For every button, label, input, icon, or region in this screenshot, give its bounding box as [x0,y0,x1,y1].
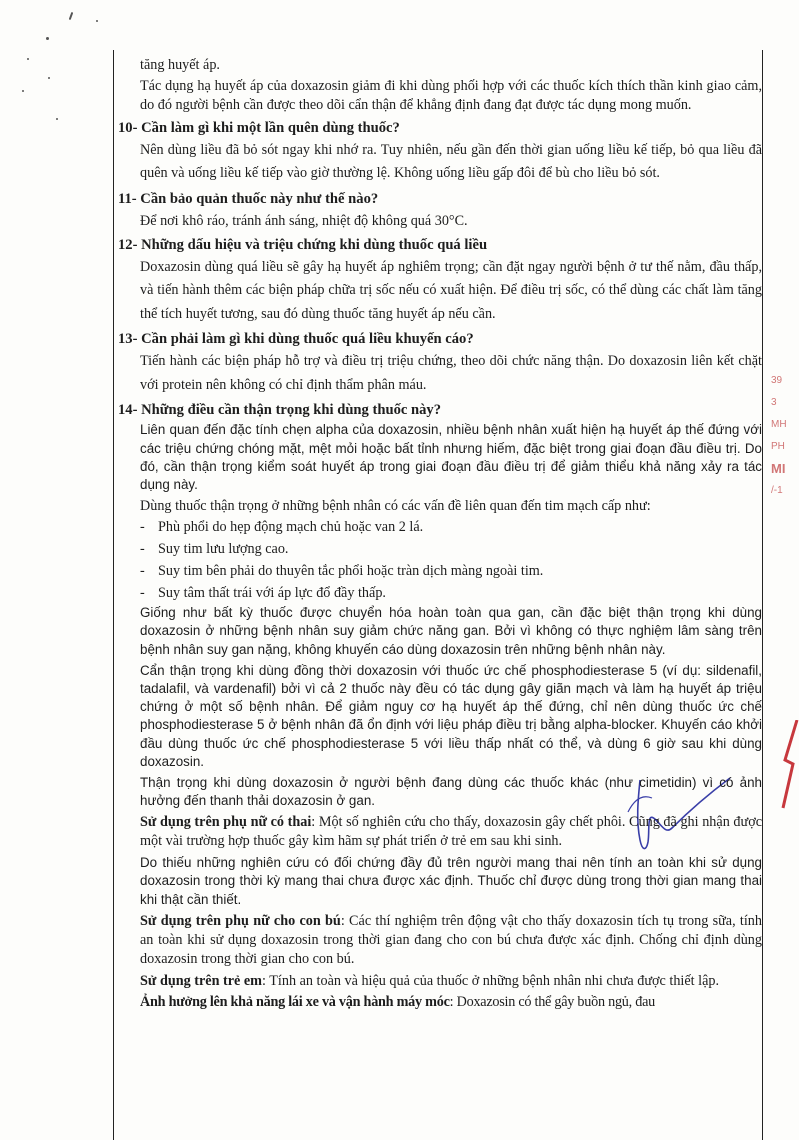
body-paragraph: Tiến hành các biện pháp hỗ trợ và điều trị triệu chứng, theo dõi chức năng thận. Do doxazosin liên kết chặt với protein nên không có chỉ định thẩm phân máu. [140,353,762,393]
body-paragraph [118,912,762,969]
list-dash: - [140,541,145,558]
list-item-text: Suy tim lưu lượng cao. [158,541,289,558]
body-paragraph: Cẩn thận trọng khi dùng đồng thời doxazosin với thuốc ức chế phosphodiesterase 5 (ví dụ: sildenafil, tadalafil, và vardenafil) bởi vì cả 2 thuốc này đều có tác dụng gây giãn mạch và làm hạ huyết áp triệu chứng ở một số bệnh nhân. Để giảm nguy cơ hạ huyết áp thế đứng, chỉ nên dùng thuốc ức chế phosphodiesterase 5 ở bệnh nhân đã ổn định với liệu pháp điều trị bằng alpha-blocker. Khuyến cáo khởi đầu dùng thuốc ức chế phosphodiesterase 5 với liều thấp nhất có thể, và dùng 6 giờ sau khi dùng doxazosin. [140,662,762,769]
children-label: Sử dụng trên trẻ em [140,972,263,989]
list-item [140,582,762,604]
body-paragraph: Liên quan đến đặc tính chẹn alpha của doxazosin, nhiều bệnh nhân xuất hiện hạ huyết áp thế đứng với các triệu chứng chóng mặt, mệt mỏi hoặc bất tỉnh nhưng hiếm, đặc biệt trong giai đoạn đầu điều trị. Do đó, cần thận trọng kiểm soát huyết áp trong giai đoạn đầu điều trị để giảm thiểu khả năng xảy ra tác dụng này. [140,422,762,493]
list-dash: - [140,563,145,580]
pregnancy-label: Sử dụng trên phụ nữ có thai [140,814,312,831]
body-paragraph: Tác dụng hạ huyết áp của doxazosin giảm đi khi dùng phối hợp với các thuốc kích thích thần kinh giao cảm, do đó người bệnh cần được theo dõi cẩn thận để khẳng định đang đạt được tác dụng mong muốn. [140,77,762,113]
list-item [140,560,762,582]
body-paragraph [118,972,762,991]
list-item-text: Suy tâm thất trái với áp lực đổ đầy thấp. [158,585,386,602]
section-heading-12: 12- Những dấu hiệu và triệu chứng khi dùng thuốc quá liều [118,236,488,253]
body-paragraph: Dùng thuốc thận trọng ở những bệnh nhân có các vấn đề liên quan đến tim mạch cấp như: [140,498,651,515]
body-paragraph: Thận trọng khi dùng doxazosin ở người bệnh đang dùng các thuốc khác (như cimetidin) vì có ảnh hưởng đến thanh thải doxazosin ở gan. [140,774,762,809]
stamp-text: PH [771,441,785,452]
list-item [140,538,762,560]
driving-text: : Doxazosin có thể gây buồn ngủ, đau [449,994,655,1011]
stamp-fragment [771,370,799,510]
section-heading-10: 10- Cần làm gì khi một lần quên dùng thuốc? [118,119,400,136]
body-paragraph [118,993,762,1012]
body-paragraph: Nên dùng liều đã bỏ sót ngay khi nhớ ra. Tuy nhiên, nếu gần đến thời gian uống liều kế tiếp, bỏ qua liều đã quên và uống liều kế tiếp vào giờ thường lệ. Không uống liều gấp đôi để bù cho liều bỏ sót. [140,141,762,182]
list-item-text: Suy tim bên phải do thuyên tắc phổi hoặc tràn dịch màng ngoài tim. [158,563,544,580]
scan-speck [96,20,98,22]
scan-speck [22,90,24,92]
scan-speck [46,37,49,40]
stamp-text: MH [771,419,787,430]
precaution-list [118,516,762,604]
stamp-text: /-1 [771,485,783,496]
body-paragraph: Doxazosin dùng quá liều sẽ gây hạ huyết áp nghiêm trọng; cần đặt ngay người bệnh ở tư thế nằm, đầu thấp, và tiến hành thêm các biện pháp chữa trị sốc nếu có xuất hiện. Để điều trị sốc, có thể dùng các chất làm tăng thể tích huyết tương, sau đó dùng thuốc tăng huyết áp nếu cần. [140,258,762,322]
lactation-label: Sử dụng trên phụ nữ cho con bú [140,912,341,929]
scan-speck [48,77,50,79]
red-ink-mark [779,720,799,810]
pregnancy-text: : Một số nghiên cứu cho thấy, doxazosin gây chết phôi. Cũng đã ghi nhận được một vài trường hợp thuốc gây kìm hãm sự phát triển ở trẻ em sau khi sinh. [140,814,762,850]
scan-speck [27,58,29,60]
body-paragraph [118,813,762,851]
stamp-text: 3 [771,397,777,408]
section-heading-14: 14- Những điều cần thận trọng khi dùng thuốc này? [118,402,442,419]
list-dash: - [140,585,145,602]
lactation-text: : Các thí nghiệm trên động vật cho thấy doxazosin tích tụ trong sữa, tính an toàn khi sử dụng doxazosin trong thời gian đang cho con bú chưa được xác định. Chống chỉ định dùng doxazosin trong thời gian cho con bú. [140,912,762,967]
body-paragraph: Do thiếu những nghiên cứu có đối chứng đầy đủ trên người mang thai nên tính an toàn khi sử dụng doxazosin trong thời kỳ mang thai chưa được xác định. Thuốc chỉ được dùng trong thời gian mang thai khi thật cần thiết. [140,855,762,907]
list-dash: - [140,519,145,536]
stamp-text: 39 [771,375,783,386]
scan-speck [56,118,58,120]
section-heading-11: 11- Cần bảo quản thuốc này như thế nào? [118,190,379,207]
body-paragraph: Để nơi khô ráo, tránh ánh sáng, nhiệt độ không quá 30°C. [140,212,468,229]
body-paragraph: tăng huyết áp. [140,57,220,73]
document-body [118,56,762,1012]
list-item [140,516,762,538]
list-item-text: Phù phổi do hẹp động mạch chủ hoặc van 2 lá. [158,519,424,536]
driving-label: Ảnh hưởng lên khả năng lái xe và vận hành máy móc [140,994,450,1011]
scan-speck [69,12,74,20]
body-paragraph: Giống như bất kỳ thuốc được chuyển hóa hoàn toàn qua gan, cần đặc biệt thận trọng khi dùng doxazosin ở những bệnh nhân suy giảm chức năng gan. Bởi vì không có thực nghiệm lâm sàng trên bệnh nhân suy gan nặng, không khuyến cáo dùng doxazosin trên những bệnh nhân này. [140,605,762,657]
stamp-text: MI [771,461,786,476]
children-text: : Tính an toàn và hiệu quả của thuốc ở những bệnh nhân nhi chưa được thiết lập. [262,972,720,989]
section-heading-13: 13- Cần phải làm gì khi dùng thuốc quá liều khuyến cáo? [118,331,474,348]
